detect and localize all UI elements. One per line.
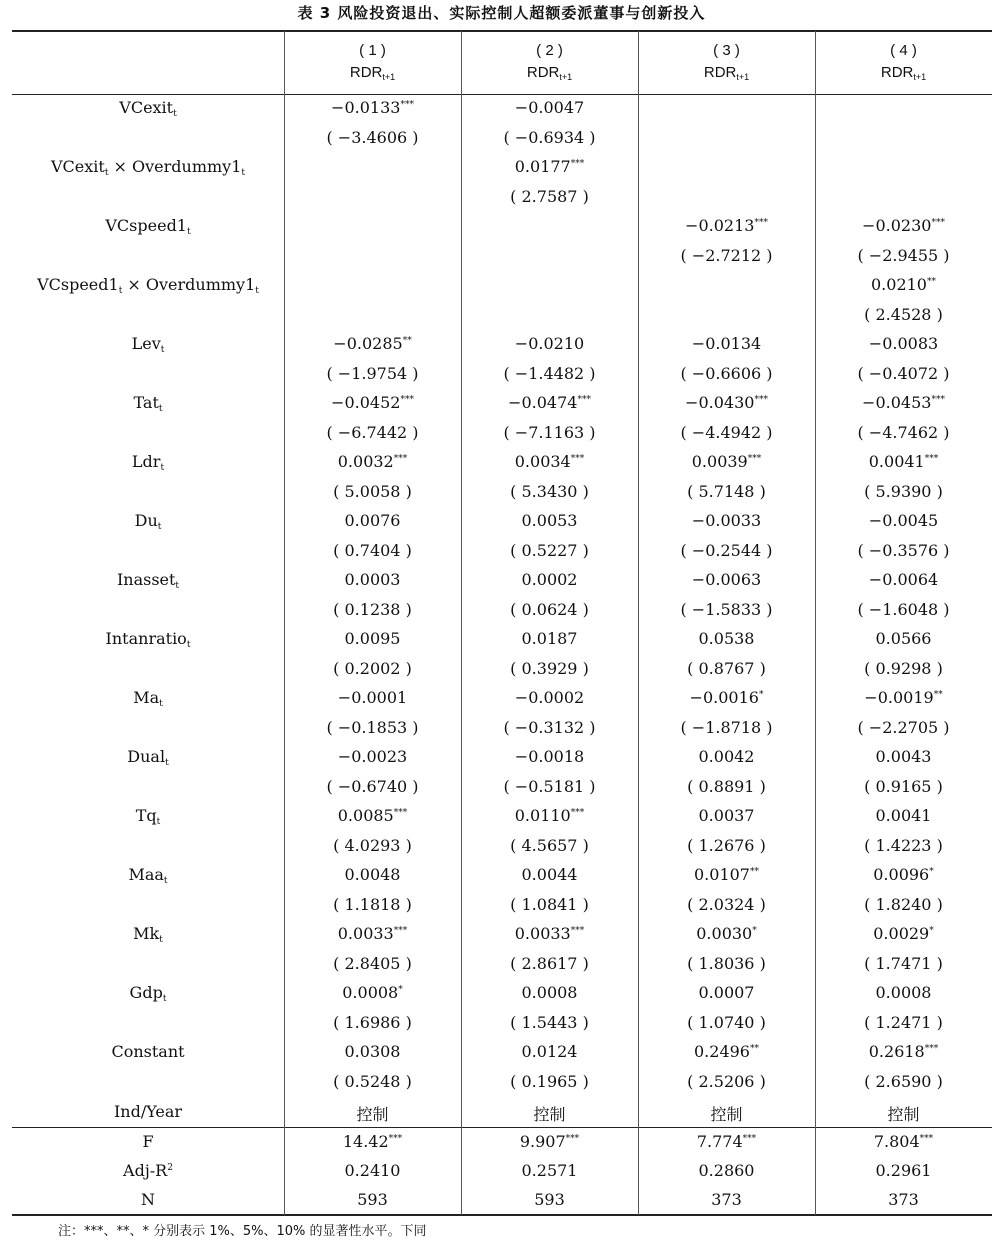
t-stat-cell: ( −0.3576 ) <box>857 540 950 560</box>
coefficient-cell: −0.0474*** <box>508 393 591 412</box>
significance-stars: * <box>398 985 403 995</box>
t-stat-cell: ( 1.0740 ) <box>687 1012 766 1032</box>
significance-stars: *** <box>754 395 768 405</box>
coefficient-cell: 0.0032*** <box>337 452 408 471</box>
t-stat-cell: ( −0.6606 ) <box>680 363 773 383</box>
variable-label: Maa$_t$ <box>128 865 168 886</box>
model-number: ( 4 ) <box>890 42 917 59</box>
coefficient-cell: −0.0019** <box>864 688 943 707</box>
t-stat-cell: ( −6.7442 ) <box>326 422 419 442</box>
t-stat-cell: ( 1.8240 ) <box>864 894 943 914</box>
significance-stars: *** <box>924 454 939 464</box>
coefficient-cell: 0.0110*** <box>514 806 585 825</box>
column-header <box>638 40 815 88</box>
t-stat-cell: ( 2.5206 ) <box>687 1071 766 1091</box>
t-stat-cell: ( −2.9455 ) <box>857 245 950 265</box>
significance-stars: ** <box>926 277 936 287</box>
stat-cell: 9.907*** <box>519 1132 580 1151</box>
coefficient-cell: −0.0452*** <box>331 393 414 412</box>
variable-label: $Tq_t$ <box>135 806 161 827</box>
variable-label: VCexit$_t$ × $Overdummy1_t$ <box>50 157 246 178</box>
t-stat-cell: ( 2.8617 ) <box>510 953 589 973</box>
t-stat-cell: ( −0.3132 ) <box>503 717 596 737</box>
coefficient-cell: 0.0085*** <box>337 806 408 825</box>
coefficient-cell: 0.0008 <box>521 983 578 1002</box>
t-stat-cell: ( −1.6048 ) <box>857 599 950 619</box>
t-stat-cell: ( −2.7212 ) <box>680 245 773 265</box>
t-stat-cell: ( 5.0058 ) <box>333 481 412 501</box>
model-number: ( 1 ) <box>359 42 386 59</box>
t-stat-cell: ( −1.9754 ) <box>326 363 419 383</box>
coefficient-cell: 0.0043 <box>875 747 932 766</box>
variable-label: Tat$_t$ <box>133 393 163 414</box>
significance-stars: *** <box>565 1134 580 1144</box>
coefficient-cell: 0.0048 <box>344 865 401 884</box>
column-divider <box>284 31 285 1215</box>
significance-stars: *** <box>393 926 408 936</box>
t-stat-cell: ( 0.0624 ) <box>510 599 589 619</box>
t-stat-cell: ( −1.5833 ) <box>680 599 773 619</box>
t-stat-cell: ( 0.8891 ) <box>687 776 766 796</box>
significance-stars: * <box>758 690 764 700</box>
coefficient-cell: 0.0029* <box>873 924 934 943</box>
stat-label: N <box>141 1190 155 1209</box>
coefficient-cell: 0.0044 <box>521 865 578 884</box>
significance-stars: *** <box>400 395 414 405</box>
t-stat-cell: ( −0.6934 ) <box>503 127 596 147</box>
indyear-label: Ind/Year <box>113 1102 183 1121</box>
t-stat-cell: ( 0.5248 ) <box>333 1071 412 1091</box>
t-stat-cell: ( 5.3430 ) <box>510 481 589 501</box>
coefficient-cell: −0.0453*** <box>862 393 945 412</box>
coefficient-cell: 0.0002 <box>521 570 578 589</box>
t-stat-cell: ( 0.2002 ) <box>333 658 412 678</box>
significance-stars: *** <box>388 1134 403 1144</box>
t-stat-cell: ( 0.5227 ) <box>510 540 589 560</box>
stats-rule <box>12 1127 992 1128</box>
stat-label: Adj-$R^2$ <box>123 1161 173 1180</box>
significance-stars: *** <box>754 218 768 228</box>
t-stat-cell: ( 2.6590 ) <box>864 1071 943 1091</box>
t-stat-cell: ( −0.6740 ) <box>326 776 419 796</box>
variable-label: $Mk_t$ <box>133 924 163 945</box>
column-header <box>284 40 461 88</box>
stat-cell: 0.2961 <box>875 1161 932 1180</box>
indyear-control-cell: 控制 <box>887 1105 920 1124</box>
coefficient-cell: 0.0033*** <box>337 924 408 943</box>
significance-stars: *** <box>747 454 762 464</box>
stat-cell: 0.2860 <box>698 1161 755 1180</box>
variable-label: Intanratio$_t$ <box>105 629 191 650</box>
significance-stars: *** <box>577 395 591 405</box>
coefficient-cell: 0.0124 <box>521 1042 578 1061</box>
coefficient-cell: −0.0033 <box>691 511 762 530</box>
variable-label: VCexit$_t$ <box>119 98 177 119</box>
variable-label: Lev$_t$ <box>131 334 165 355</box>
significance-stars: * <box>752 926 757 936</box>
coefficient-cell: −0.0002 <box>514 688 585 707</box>
header-rule <box>12 94 992 95</box>
t-stat-cell: ( −4.7462 ) <box>857 422 950 442</box>
t-stat-cell: ( −4.4942 ) <box>680 422 773 442</box>
coefficient-cell: −0.0016* <box>689 688 764 707</box>
coefficient-cell: 0.0008* <box>342 983 403 1002</box>
coefficient-cell: 0.0003 <box>344 570 401 589</box>
variable-label: $Ma_t$ <box>133 688 163 709</box>
coefficient-cell: 0.0210** <box>871 275 936 294</box>
coefficient-cell: −0.0134 <box>691 334 762 353</box>
coefficient-cell: −0.0064 <box>868 570 939 589</box>
coefficient-cell: −0.0023 <box>337 747 408 766</box>
table-note: 注：***、**、* 分别表示 1%、5%、10% 的显著性水平。下同 <box>58 1224 427 1239</box>
indyear-control-cell: 控制 <box>356 1105 389 1124</box>
table-title: 表 3 风险投资退出、实际控制人超额委派董事与创新投入 <box>297 4 706 22</box>
stat-cell: 7.774*** <box>696 1132 757 1151</box>
significance-stars: *** <box>570 159 585 169</box>
dependent-variable: $RDR_{t+1}$ <box>880 64 927 82</box>
coefficient-cell: 0.0030* <box>696 924 757 943</box>
top-rule <box>12 30 992 32</box>
stat-cell: 0.2410 <box>344 1161 401 1180</box>
t-stat-cell: ( −0.4072 ) <box>857 363 950 383</box>
significance-stars: *** <box>393 808 408 818</box>
significance-stars: *** <box>931 395 945 405</box>
t-stat-cell: ( 5.9390 ) <box>864 481 943 501</box>
coefficient-cell: −0.0230*** <box>862 216 945 235</box>
coefficient-cell: 0.0308 <box>344 1042 401 1061</box>
t-stat-cell: ( −1.8718 ) <box>680 717 773 737</box>
significance-stars: *** <box>570 808 585 818</box>
coefficient-cell: 0.0107** <box>694 865 759 884</box>
significance-stars: *** <box>570 454 585 464</box>
significance-stars: *** <box>400 100 414 110</box>
variable-label: $VCspeed1_t$ × $Overdummy1_t$ <box>37 275 259 296</box>
variable-label: Dual$_t$ <box>127 747 169 768</box>
coefficient-cell: 0.2496** <box>694 1042 759 1061</box>
t-stat-cell: ( 2.4528 ) <box>864 304 943 324</box>
coefficient-cell: 0.0008 <box>875 983 932 1002</box>
coefficient-cell: 0.0041 <box>875 806 932 825</box>
t-stat-cell: ( 0.3929 ) <box>510 658 589 678</box>
coefficient-cell: 0.0037 <box>698 806 755 825</box>
coefficient-cell: −0.0083 <box>868 334 939 353</box>
coefficient-cell: 0.0039*** <box>691 452 762 471</box>
t-stat-cell: ( 1.6986 ) <box>333 1012 412 1032</box>
t-stat-cell: ( 1.0841 ) <box>510 894 589 914</box>
indyear-control-cell: 控制 <box>533 1105 566 1124</box>
t-stat-cell: ( 1.2471 ) <box>864 1012 943 1032</box>
coefficient-cell: 0.0041*** <box>868 452 939 471</box>
t-stat-cell: ( 1.1818 ) <box>333 894 412 914</box>
coefficient-cell: 0.0538 <box>698 629 755 648</box>
t-stat-cell: ( −3.4606 ) <box>326 127 419 147</box>
significance-stars: *** <box>570 926 585 936</box>
significance-stars: *** <box>931 218 945 228</box>
bottom-rule <box>12 1214 992 1216</box>
variable-label: Inasset$_t$ <box>116 570 180 591</box>
significance-stars: *** <box>919 1134 934 1144</box>
significance-stars: *** <box>393 454 408 464</box>
coefficient-cell: 0.0177*** <box>514 157 585 176</box>
coefficient-cell: 0.0007 <box>698 983 755 1002</box>
t-stat-cell: ( 1.2676 ) <box>687 835 766 855</box>
dependent-variable: $RDR_{t+1}$ <box>349 64 396 82</box>
coefficient-cell: 0.0053 <box>521 511 578 530</box>
significance-stars: * <box>929 926 934 936</box>
column-divider <box>461 31 462 1215</box>
t-stat-cell: ( 2.0324 ) <box>687 894 766 914</box>
coefficient-cell: 0.0076 <box>344 511 401 530</box>
t-stat-cell: ( −0.1853 ) <box>326 717 419 737</box>
column-divider <box>815 31 816 1215</box>
coefficient-cell: −0.0430*** <box>685 393 768 412</box>
stat-label: F <box>142 1132 154 1151</box>
coefficient-cell: 0.0095 <box>344 629 401 648</box>
significance-stars: * <box>929 867 934 877</box>
t-stat-cell: ( 0.9298 ) <box>864 658 943 678</box>
t-stat-cell: ( 0.8767 ) <box>687 658 766 678</box>
stat-cell: 7.804*** <box>873 1132 934 1151</box>
variable-label: Constant <box>111 1042 185 1061</box>
t-stat-cell: ( 0.7404 ) <box>333 540 412 560</box>
variable-label: Gdp$_t$ <box>129 983 167 1004</box>
variable-label: Ldr$_t$ <box>131 452 165 473</box>
indyear-control-cell: 控制 <box>710 1105 743 1124</box>
significance-stars: ** <box>749 1044 759 1054</box>
coefficient-cell: −0.0133*** <box>331 98 414 117</box>
significance-stars: ** <box>933 690 943 700</box>
t-stat-cell: ( 2.8405 ) <box>333 953 412 973</box>
coefficient-cell: 0.0096* <box>873 865 934 884</box>
significance-stars: ** <box>749 867 759 877</box>
column-divider <box>638 31 639 1215</box>
coefficient-cell: −0.0213*** <box>685 216 768 235</box>
variable-label: $VCspeed1_t$ <box>105 216 191 237</box>
t-stat-cell: ( 0.1965 ) <box>510 1071 589 1091</box>
model-number: ( 3 ) <box>713 42 740 59</box>
stat-cell: 373 <box>888 1190 919 1209</box>
t-stat-cell: ( 1.4223 ) <box>864 835 943 855</box>
stat-cell: 373 <box>711 1190 742 1209</box>
coefficient-cell: 0.0566 <box>875 629 932 648</box>
t-stat-cell: ( 0.9165 ) <box>864 776 943 796</box>
coefficient-cell: −0.0018 <box>514 747 585 766</box>
stat-cell: 593 <box>534 1190 565 1209</box>
t-stat-cell: ( −2.2705 ) <box>857 717 950 737</box>
coefficient-cell: −0.0045 <box>868 511 939 530</box>
t-stat-cell: ( 1.7471 ) <box>864 953 943 973</box>
column-header <box>461 40 638 88</box>
t-stat-cell: ( 4.0293 ) <box>333 835 412 855</box>
coefficient-cell: −0.0063 <box>691 570 762 589</box>
dependent-variable: $RDR_{t+1}$ <box>526 64 573 82</box>
stat-cell: 14.42*** <box>342 1132 403 1151</box>
stat-cell: 593 <box>357 1190 388 1209</box>
variable-label: $Du_t$ <box>134 511 162 532</box>
t-stat-cell: ( −0.2544 ) <box>680 540 773 560</box>
t-stat-cell: ( −1.4482 ) <box>503 363 596 383</box>
t-stat-cell: ( −0.5181 ) <box>503 776 596 796</box>
coefficient-cell: −0.0285** <box>333 334 412 353</box>
t-stat-cell: ( 4.5657 ) <box>510 835 589 855</box>
significance-stars: ** <box>402 336 412 346</box>
coefficient-cell: 0.0034*** <box>514 452 585 471</box>
stat-cell: 0.2571 <box>521 1161 578 1180</box>
significance-stars: *** <box>924 1044 939 1054</box>
t-stat-cell: ( 0.1238 ) <box>333 599 412 619</box>
significance-stars: *** <box>742 1134 757 1144</box>
t-stat-cell: ( 1.8036 ) <box>687 953 766 973</box>
coefficient-cell: 0.0187 <box>521 629 578 648</box>
t-stat-cell: ( 2.7587 ) <box>510 186 589 206</box>
coefficient-cell: 0.2618*** <box>868 1042 939 1061</box>
t-stat-cell: ( 1.5443 ) <box>510 1012 589 1032</box>
coefficient-cell: 0.0042 <box>698 747 755 766</box>
coefficient-cell: −0.0210 <box>514 334 585 353</box>
dependent-variable: $RDR_{t+1}$ <box>703 64 750 82</box>
coefficient-cell: 0.0033*** <box>514 924 585 943</box>
t-stat-cell: ( 5.7148 ) <box>687 481 766 501</box>
coefficient-cell: −0.0047 <box>514 98 585 117</box>
column-header <box>815 40 992 88</box>
t-stat-cell: ( −7.1163 ) <box>503 422 596 442</box>
model-number: ( 2 ) <box>536 42 563 59</box>
coefficient-cell: −0.0001 <box>337 688 408 707</box>
